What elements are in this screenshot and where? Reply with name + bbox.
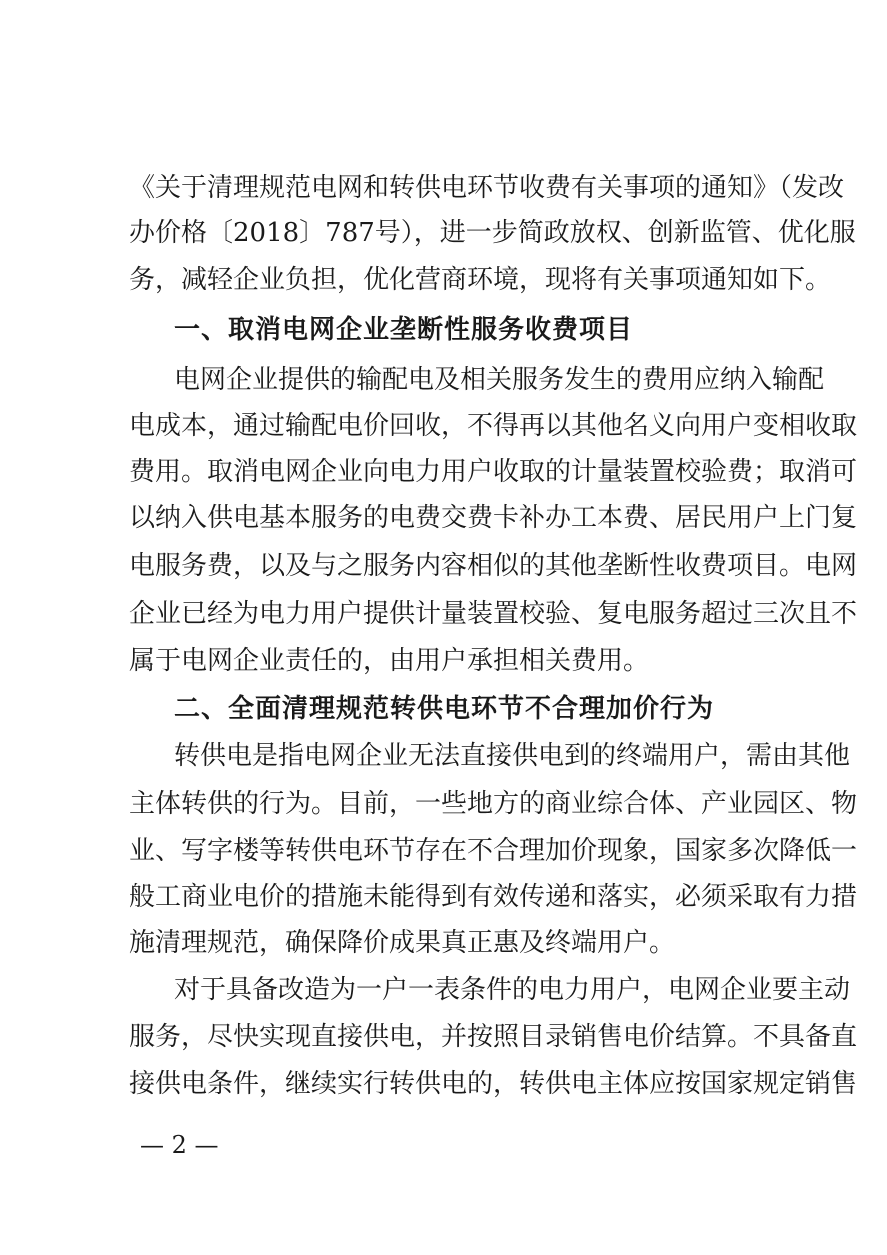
paragraph-1-line-3: 费用。取消电网企业向电力用户收取的计量装置校验费；取消可 xyxy=(129,457,858,487)
section-heading-2: 二、全面清理规范转供电环节不合理加价行为 xyxy=(174,694,715,724)
paragraph-2-line-2: 主体转供的行为。目前，一些地方的商业综合体、产业园区、物 xyxy=(129,789,858,819)
intro-line-2: 办价格〔2018〕787号），进一步简政放权、创新监管、优化服 xyxy=(129,218,856,248)
paragraph-1-line-2: 电成本，通过输配电价回收，不得再以其他名义向用户变相收取 xyxy=(129,411,858,441)
paragraph-1-line-4: 以纳入供电基本服务的电费交费卡补办工本费、居民用户上门复 xyxy=(129,503,858,533)
intro-line-3: 务，减轻企业负担，优化营商环境，现将有关事项通知如下。 xyxy=(129,265,832,295)
page-number: — 2 — xyxy=(140,1131,219,1159)
intro-line-1: 《关于清理规范电网和转供电环节收费有关事项的通知》（发改 xyxy=(129,173,845,203)
paragraph-1-line-1: 电网企业提供的输配电及相关服务发生的费用应纳入输配 xyxy=(174,365,825,395)
paragraph-2-line-1: 转供电是指电网企业无法直接供电到的终端用户，需由其他 xyxy=(174,741,851,771)
paragraph-1-line-6: 企业已经为电力用户提供计量装置校验、复电服务超过三次且不 xyxy=(129,599,858,629)
paragraph-1-line-7: 属于电网企业责任的，由用户承担相关费用。 xyxy=(129,646,650,676)
section-heading-1: 一、取消电网企业垄断性服务收费项目 xyxy=(174,315,634,345)
paragraph-2-line-5: 施清理规范，确保降价成果真正惠及终端用户。 xyxy=(129,928,676,958)
paragraph-1-line-5: 电服务费，以及与之服务内容相似的其他垄断性收费项目。电网 xyxy=(129,551,858,581)
paragraph-2-line-3: 业、写字楼等转供电环节存在不合理加价现象，国家多次降低一 xyxy=(129,836,858,866)
paragraph-3-line-3: 接供电条件，继续实行转供电的，转供电主体应按国家规定销售 xyxy=(129,1069,858,1099)
paragraph-3-line-1: 对于具备改造为一户一表条件的电力用户，电网企业要主动 xyxy=(174,975,851,1005)
paragraph-2-line-4: 般工商业电价的措施未能得到有效传递和落实，必须采取有力措 xyxy=(129,882,858,912)
paragraph-3-line-2: 服务，尽快实现直接供电，并按照目录销售电价结算。不具备直 xyxy=(129,1022,858,1052)
